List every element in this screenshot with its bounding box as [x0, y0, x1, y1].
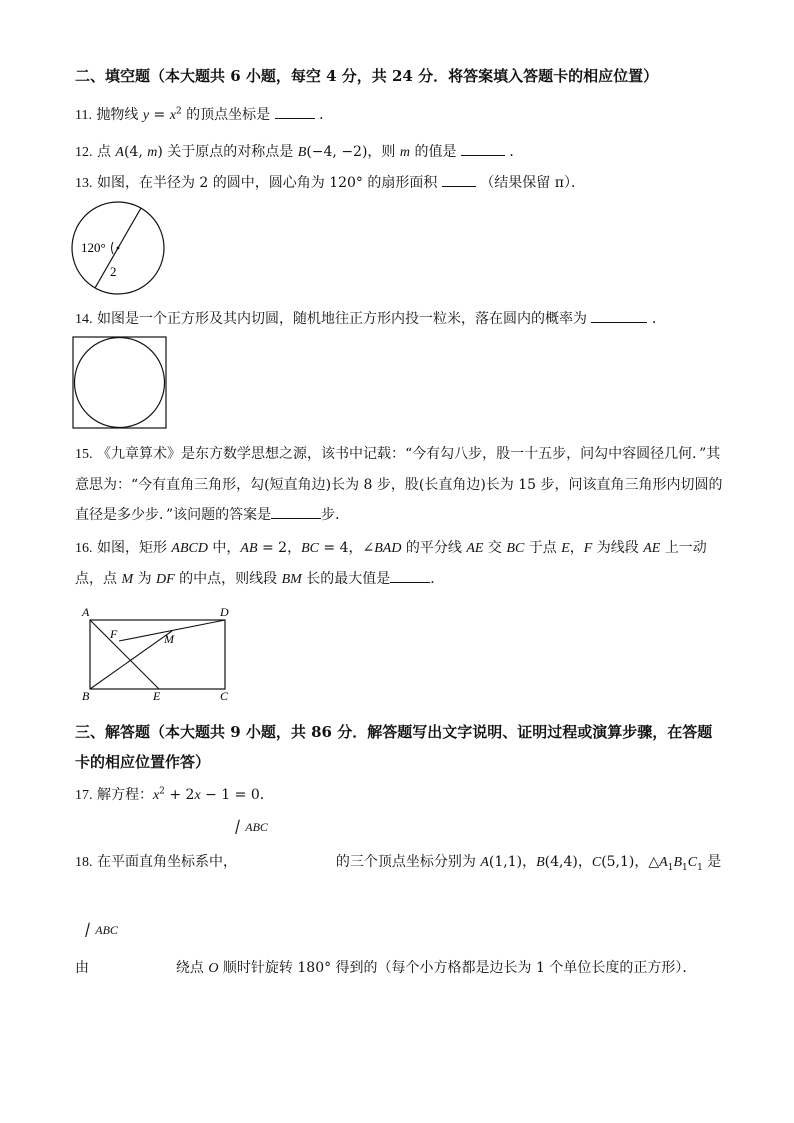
question-number: 14.: [75, 312, 93, 327]
question-end: 步．: [321, 507, 350, 523]
section-heading-fill-in: 二、填空题（本大题共 6 小题，每空 4 分，共 24 分．将答案填入答题卡的相应位置）: [75, 67, 659, 85]
inscribed-circle: [75, 338, 165, 428]
question-end: ．: [319, 107, 334, 123]
question-text: 如图，在半径为 2 的圆中，圆心角为 120° 的扇形面积: [96, 175, 438, 191]
answer-blank: [390, 568, 430, 583]
question-12: [75, 141, 724, 163]
question-number: 13.: [75, 176, 93, 191]
radius-line-upper: [118, 208, 141, 248]
answer-blank: [442, 172, 476, 187]
label-b: B: [82, 689, 90, 703]
rectangle-abcd-diagram: [80, 600, 240, 706]
question-14: [75, 308, 724, 330]
question-text: 抛物线 $y = x^2$ 的顶点坐标是: [96, 106, 271, 123]
question-end: ．: [430, 571, 445, 587]
answer-blank: [271, 504, 321, 519]
label-f: F: [110, 627, 118, 641]
radius-label: 2: [110, 264, 117, 279]
question-text: 解方程：$x^2 + 2x - 1 = 0$．: [96, 786, 274, 803]
question-16: [75, 533, 724, 595]
segment-bm: [90, 631, 172, 689]
question-end: ．: [509, 144, 524, 160]
label-a: A: [82, 605, 90, 619]
square-incircle-diagram: [72, 336, 168, 430]
question-number: 15.: [75, 447, 93, 462]
question-text-tail: （结果保留 π）．: [480, 175, 585, 191]
question-17: [75, 785, 724, 806]
question-text: 如图，矩形 ABCD 中，AB = 2，BC = 4，∠BAD 的平分线 AE 交 BC 于点 E，F 为线段 AE 上一动点，点 M 为 DF 的中点，则线段 BM 长的最大值是: [75, 540, 707, 587]
question-13: [75, 172, 724, 194]
answer-blank: [591, 308, 647, 323]
question-number: 12.: [75, 145, 93, 160]
question-number: 18.: [75, 855, 93, 870]
question-text: 如图是一个正方形及其内切圆，随机地往正方形内投一粒米，落在圆内的概率为: [96, 311, 587, 327]
triangle-abc-symbol-lower: ▏ABC: [86, 923, 118, 937]
answer-blank: [461, 141, 505, 156]
question-text-rotation: 绕点 O 顺时针旋转 180° 得到的（每个小方格都是边长为 1 个单位长度的正方形）．: [175, 960, 697, 976]
question-text-prefix: 由: [75, 960, 89, 976]
question-end: ．: [651, 311, 666, 327]
label-d: D: [220, 605, 229, 619]
question-text-coords: 的三个顶点坐标分别为 A(1,1)，B(4,4)，C(5,1)，$\triangle A_1B_1C_1$ 是: [335, 854, 722, 873]
question-18-line-1: [75, 852, 724, 873]
question-number: 16.: [75, 541, 93, 556]
question-text: 在平面直角坐标系中，: [96, 854, 237, 870]
section-heading-solutions: 三、解答题（本大题共 9 小题，共 86 分．解答题写出文字说明、证明过程或演算步骤，在答题卡的相应位置作答）: [75, 723, 713, 771]
triangle-abc-symbol-upper: ▏ABC: [236, 820, 268, 834]
answer-blank: [275, 104, 315, 119]
question-11: [75, 104, 724, 126]
question-number: 11.: [75, 108, 92, 123]
question-text: 点 A(4, m) 关于原点的对称点是 B(−4, −2)，则 m 的值是: [96, 144, 457, 160]
label-m: M: [164, 632, 174, 646]
label-c: C: [220, 689, 229, 703]
question-18-line-2: [75, 958, 724, 979]
sector-circle-diagram: [68, 198, 168, 298]
question-number: 17.: [75, 788, 93, 803]
question-15: [75, 439, 724, 530]
center-point: [117, 247, 120, 250]
question-text: 《九章算术》是东方数学思想之源，该书中记载：“今有勾八步，股一十五步，问勾中容圆径几何．”其意思为：“今有直角三角形，勾(短直角边)长为 8 步，股(长直角边)长为 15 步，问该直角三角形内切圆的直径是多少步．”该问题的答案是: [75, 446, 723, 523]
angle-label: 120°: [81, 240, 106, 255]
segment-ae: [90, 620, 159, 689]
angle-arc: [112, 242, 114, 254]
label-e: E: [153, 689, 161, 703]
